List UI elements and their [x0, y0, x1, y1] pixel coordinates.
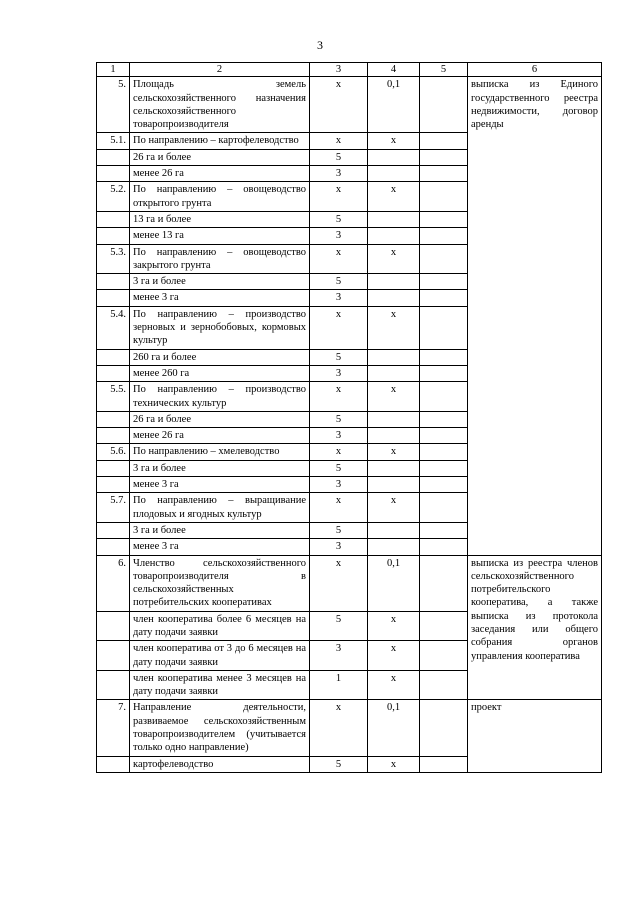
score-cell: 3 [310, 477, 368, 493]
score-cell: 5 [310, 460, 368, 476]
value-cell [420, 411, 468, 427]
score-cell: 5 [310, 522, 368, 538]
score-cell: 5 [310, 611, 368, 641]
row-number: 5.6. [97, 444, 130, 460]
row-number [97, 349, 130, 365]
criterion-text: член кооператива менее 3 месяцев на дату подачи заявки [130, 670, 310, 700]
criterion-text: По направлению – овощеводство открытого грунта [130, 182, 310, 212]
score-cell: 3 [310, 365, 368, 381]
score-cell: x [310, 133, 368, 149]
row-number: 5.3. [97, 244, 130, 274]
value-cell [420, 365, 468, 381]
criterion-text: 260 га и более [130, 349, 310, 365]
value-cell [420, 477, 468, 493]
value-cell [420, 700, 468, 756]
value-cell [420, 555, 468, 611]
weight-cell [368, 365, 420, 381]
row-number: 5.5. [97, 382, 130, 412]
row-number: 5. [97, 77, 130, 133]
criterion-text: менее 13 га [130, 228, 310, 244]
criterion-text: картофелеводство [130, 756, 310, 772]
row-number [97, 211, 130, 227]
row-number [97, 670, 130, 700]
value-cell [420, 756, 468, 772]
value-cell [420, 493, 468, 523]
score-cell: x [310, 306, 368, 349]
value-cell [420, 428, 468, 444]
row-number: 5.4. [97, 306, 130, 349]
document-cell: выписка из реестра членов сельскохозяйственного потребительского кооператива, а также выписка из протокола заседания или общего собрания органов управления кооператива [468, 555, 602, 700]
value-cell [420, 77, 468, 133]
criterion-text: менее 260 га [130, 365, 310, 381]
weight-cell: x [368, 756, 420, 772]
value-cell [420, 182, 468, 212]
weight-cell: 0,1 [368, 555, 420, 611]
score-cell: 3 [310, 539, 368, 555]
value-cell [420, 460, 468, 476]
criterion-text: Площадь земель сельскохозяйственного назначения сельскохозяйственного товаропроизводителя [130, 77, 310, 133]
value-cell [420, 166, 468, 182]
weight-cell [368, 460, 420, 476]
score-cell: x [310, 77, 368, 133]
row-number: 5.2. [97, 182, 130, 212]
criterion-text: член кооператива более 6 месяцев на дату подачи заявки [130, 611, 310, 641]
value-cell [420, 382, 468, 412]
row-number: 5.7. [97, 493, 130, 523]
score-cell: 1 [310, 670, 368, 700]
score-cell: x [310, 555, 368, 611]
page-number: 3 [317, 38, 323, 52]
weight-cell: x [368, 444, 420, 460]
weight-cell [368, 428, 420, 444]
header-row [97, 63, 602, 77]
weight-cell [368, 411, 420, 427]
value-cell [420, 641, 468, 671]
criterion-text: По направлению – овощеводство закрытого грунта [130, 244, 310, 274]
criterion-text: Членство сельскохозяйственного товаропроизводителя в сельскохозяйственных потребительских кооперативах [130, 555, 310, 611]
criterion-text: Направление деятельности, развиваемое сельскохозяйственным товаропроизводителем (учитывается только одно направление) [130, 700, 310, 756]
score-cell: 5 [310, 756, 368, 772]
row-number [97, 460, 130, 476]
header-cell: 2 [130, 63, 310, 77]
criterion-text: менее 3 га [130, 290, 310, 306]
weight-cell: x [368, 306, 420, 349]
value-cell [420, 306, 468, 349]
score-cell: x [310, 444, 368, 460]
weight-cell: 0,1 [368, 700, 420, 756]
criterion-text: По направлению – хмелеводство [130, 444, 310, 460]
row-number [97, 228, 130, 244]
criterion-text: менее 26 га [130, 428, 310, 444]
weight-cell: x [368, 244, 420, 274]
row-number [97, 166, 130, 182]
criterion-text: По направлению – выращивание плодовых и ягодных культур [130, 493, 310, 523]
weight-cell [368, 477, 420, 493]
score-cell: 3 [310, 428, 368, 444]
weight-cell: x [368, 641, 420, 671]
row-number [97, 522, 130, 538]
criterion-text: 26 га и более [130, 411, 310, 427]
row-number [97, 365, 130, 381]
header-cell: 1 [97, 63, 130, 77]
value-cell [420, 211, 468, 227]
row-number [97, 428, 130, 444]
value-cell [420, 670, 468, 700]
score-cell: x [310, 382, 368, 412]
value-cell [420, 444, 468, 460]
weight-cell [368, 522, 420, 538]
score-cell: x [310, 244, 368, 274]
row-number: 6. [97, 555, 130, 611]
weight-cell [368, 211, 420, 227]
score-cell: 3 [310, 290, 368, 306]
value-cell [420, 522, 468, 538]
header-cell: 5 [420, 63, 468, 77]
row-number [97, 477, 130, 493]
row-number [97, 149, 130, 165]
criterion-text: 26 га и более [130, 149, 310, 165]
weight-cell: x [368, 611, 420, 641]
value-cell [420, 133, 468, 149]
row-number [97, 611, 130, 641]
weight-cell [368, 539, 420, 555]
weight-cell [368, 290, 420, 306]
value-cell [420, 228, 468, 244]
header-cell: 4 [368, 63, 420, 77]
weight-cell [368, 166, 420, 182]
row-number: 7. [97, 700, 130, 756]
table-row [97, 555, 602, 611]
score-cell: 5 [310, 349, 368, 365]
weight-cell: x [368, 382, 420, 412]
criterion-text: менее 3 га [130, 539, 310, 555]
criterion-text: 3 га и более [130, 522, 310, 538]
weight-cell: x [368, 493, 420, 523]
weight-cell: x [368, 133, 420, 149]
score-cell: 5 [310, 274, 368, 290]
criterion-text: По направлению – картофелеводство [130, 133, 310, 149]
value-cell [420, 349, 468, 365]
value-cell [420, 611, 468, 641]
score-cell: 3 [310, 166, 368, 182]
value-cell [420, 539, 468, 555]
score-cell: x [310, 493, 368, 523]
table-row [97, 77, 602, 133]
document-cell: проект [468, 700, 602, 772]
score-cell: x [310, 182, 368, 212]
value-cell [420, 149, 468, 165]
row-number [97, 274, 130, 290]
weight-cell [368, 274, 420, 290]
table-row [97, 700, 602, 756]
criterion-text: менее 26 га [130, 166, 310, 182]
score-cell: 3 [310, 228, 368, 244]
weight-cell [368, 349, 420, 365]
criteria-table [96, 62, 602, 773]
header-cell: 3 [310, 63, 368, 77]
criterion-text: По направлению – производство зерновых и зернобобовых, кормовых культур [130, 306, 310, 349]
row-number [97, 756, 130, 772]
criterion-text: член кооператива от 3 до 6 месяцев на дату подачи заявки [130, 641, 310, 671]
row-number [97, 411, 130, 427]
value-cell [420, 290, 468, 306]
row-number [97, 539, 130, 555]
criterion-text: 13 га и более [130, 211, 310, 227]
score-cell: 5 [310, 411, 368, 427]
score-cell: x [310, 700, 368, 756]
criterion-text: 3 га и более [130, 274, 310, 290]
value-cell [420, 274, 468, 290]
document-cell: выписка из Единого государственного реестра недвижимости, договор аренды [468, 77, 602, 555]
weight-cell [368, 149, 420, 165]
value-cell [420, 244, 468, 274]
header-cell: 6 [468, 63, 602, 77]
weight-cell [368, 228, 420, 244]
criterion-text: 3 га и более [130, 460, 310, 476]
score-cell: 5 [310, 211, 368, 227]
weight-cell: 0,1 [368, 77, 420, 133]
score-cell: 5 [310, 149, 368, 165]
weight-cell: x [368, 182, 420, 212]
row-number: 5.1. [97, 133, 130, 149]
row-number [97, 290, 130, 306]
row-number [97, 641, 130, 671]
score-cell: 3 [310, 641, 368, 671]
weight-cell: x [368, 670, 420, 700]
criterion-text: По направлению – производство технических культур [130, 382, 310, 412]
criterion-text: менее 3 га [130, 477, 310, 493]
